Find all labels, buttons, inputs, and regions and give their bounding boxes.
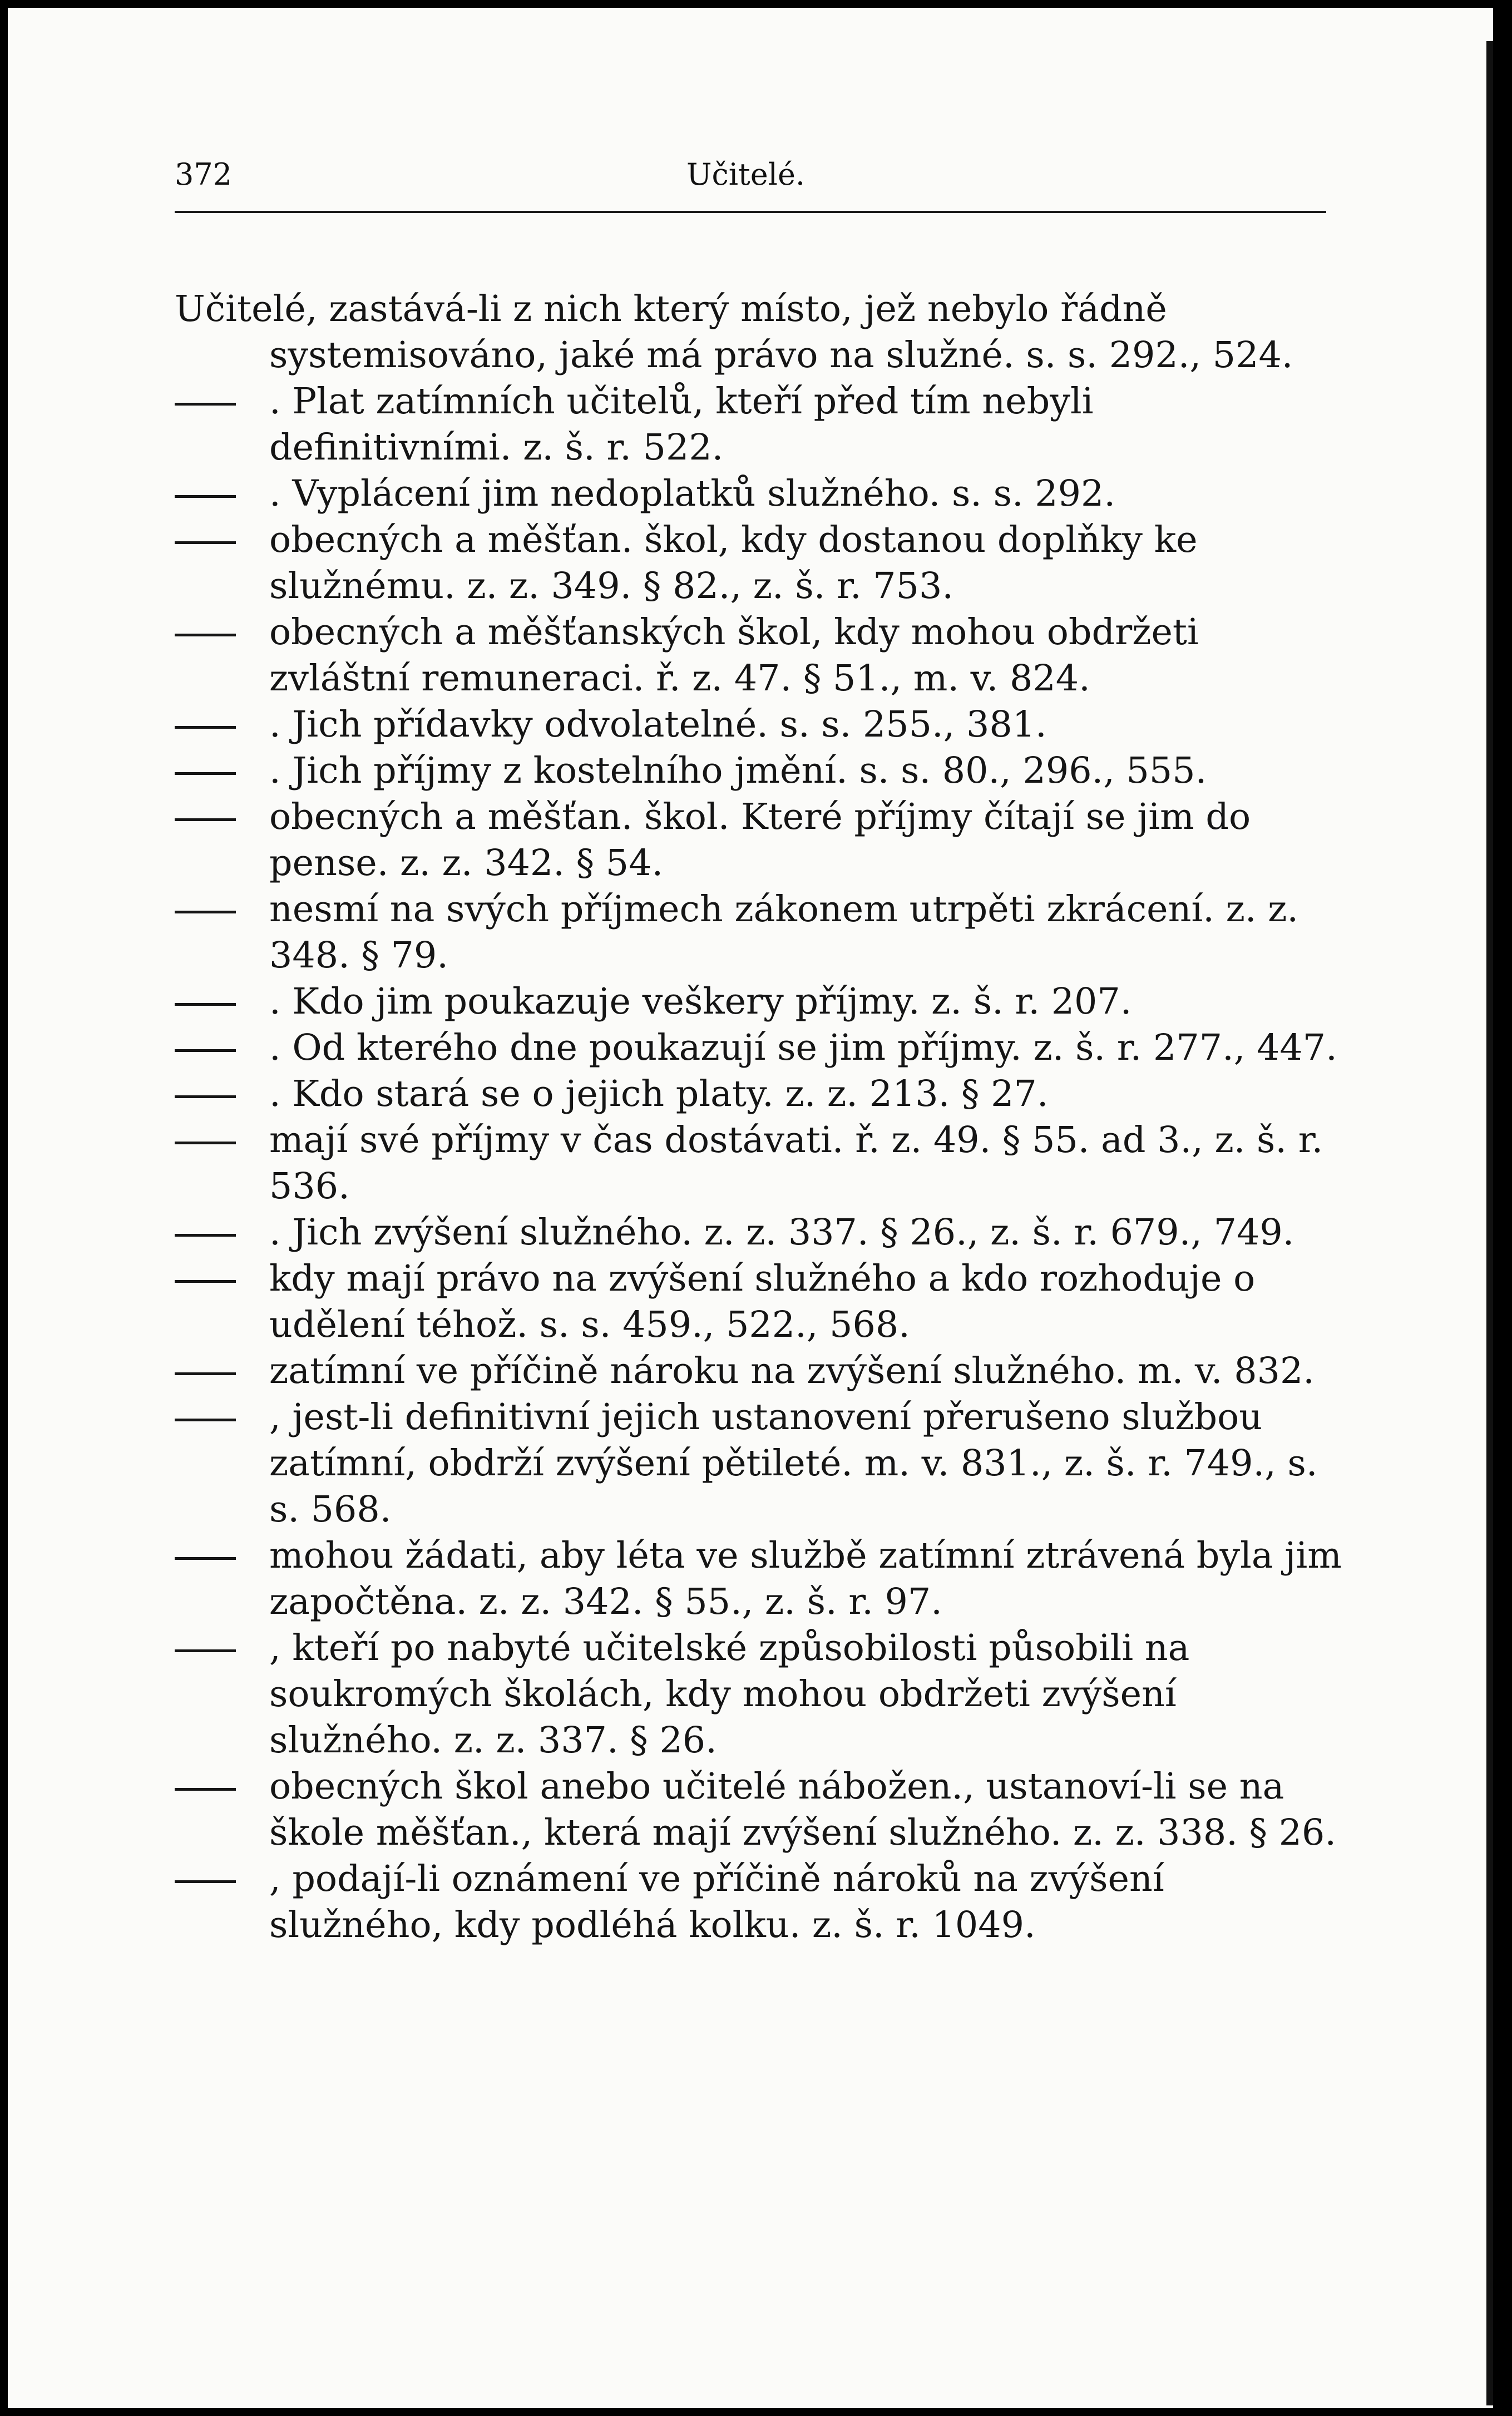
entry-text: , kteří po nabyté učitelské způsobilosti působili na soukromých školách, kdy mohou obdržeti zvýšení služného. z. z. 337. § 26.	[269, 1627, 1190, 1761]
index-entry	[175, 1394, 1343, 1533]
running-head: Učitelé.	[686, 157, 806, 192]
header-rule	[175, 211, 1326, 213]
book-page	[8, 8, 1493, 2408]
ditto-dash	[175, 1348, 239, 1394]
page-edge-shadow	[1486, 41, 1493, 2405]
entry-text: zatímní ve příčině nároku na zvýšení služného. m. v. 832.	[269, 1350, 1315, 1392]
index-entry	[175, 1348, 1343, 1394]
ditto-dash	[175, 1394, 239, 1440]
ditto-dash	[175, 979, 239, 1025]
ditto-dash	[175, 1071, 239, 1117]
index-entries	[175, 286, 1343, 1948]
entry-text: . Od kterého dne poukazují se jim příjmy. z. š. r. 277., 447.	[269, 1027, 1337, 1069]
entry-text: , podají-li oznámení ve příčině nároků na zvýšení služného, kdy podléhá kolku. z. š. r. 1049.	[269, 1858, 1164, 1946]
ditto-dash	[175, 609, 239, 655]
ditto-dash	[175, 1209, 239, 1256]
entry-text: . Kdo stará se o jejich platy. z. z. 213. § 27.	[269, 1073, 1049, 1115]
entry-text: nesmí na svých příjmech zákonem utrpěti zkrácení. z. z. 348. § 79.	[269, 888, 1299, 976]
entry-text: obecných a měšťan. škol. Které příjmy čítají se jim do pense. z. z. 342. § 54.	[269, 796, 1251, 884]
entry-text: mohou žádati, aby léta ve službě zatímní ztrávená byla jim započtěna. z. z. 342. § 55., z. š. r. 97.	[269, 1535, 1342, 1623]
index-entry	[175, 1533, 1343, 1625]
ditto-dash	[175, 748, 239, 794]
entry-text: obecných a měšťanských škol, kdy mohou obdržeti zvláštní remuneraci. ř. z. 47. § 51., m. v. 824.	[269, 611, 1199, 699]
index-entry	[175, 286, 1343, 378]
index-entry	[175, 1856, 1343, 1948]
entry-text: obecných a měšťan. škol, kdy dostanou doplňky ke služnému. z. z. 349. § 82., z. š. r. 753.	[269, 519, 1198, 607]
entry-text: . Jich zvýšení služného. z. z. 337. § 26., z. š. r. 679., 749.	[269, 1212, 1294, 1253]
ditto-dash	[175, 471, 239, 517]
page-number: 372	[175, 157, 233, 192]
entry-text: , jest-li definitivní jejich ustanovení přerušeno službou zatímní, obdrží zvýšení pětileté. m. v. 831., z. š. r. 749., s. s. 568.	[269, 1396, 1318, 1530]
index-entry	[175, 701, 1343, 748]
entry-text: mají své příjmy v čas dostávati. ř. z. 49. § 55. ad 3., z. š. r. 536.	[269, 1119, 1323, 1207]
index-entry	[175, 1256, 1343, 1348]
entry-text: . Vyplácení jim nedoplatků služného. s. s. 292.	[269, 473, 1116, 515]
index-entry	[175, 979, 1343, 1025]
ditto-dash	[175, 701, 239, 748]
index-entry	[175, 1117, 1343, 1209]
ditto-dash	[175, 1625, 239, 1671]
ditto-dash	[175, 1117, 239, 1163]
index-entry	[175, 1763, 1343, 1856]
ditto-dash	[175, 1533, 239, 1579]
index-entry	[175, 378, 1343, 471]
ditto-dash	[175, 1856, 239, 1902]
ditto-dash	[175, 886, 239, 932]
entry-text: . Jich přídavky odvolatelné. s. s. 255., 381.	[269, 704, 1047, 745]
ditto-dash	[175, 1763, 239, 1810]
index-entry	[175, 794, 1343, 886]
index-entry	[175, 517, 1343, 609]
ditto-dash	[175, 517, 239, 563]
index-entry	[175, 748, 1343, 794]
index-entry	[175, 1071, 1343, 1117]
index-entry	[175, 1209, 1343, 1256]
entry-text: obecných škol anebo učitelé nábožen., ustanoví-li se na škole měšťan., která mají zvýšení služného. z. z. 338. § 26.	[269, 1766, 1337, 1854]
index-entry	[175, 886, 1343, 979]
entry-text: kdy mají právo na zvýšení služného a kdo rozhoduje o udělení téhož. s. s. 459., 522., 568.	[269, 1258, 1256, 1346]
index-entry	[175, 471, 1343, 517]
index-entry	[175, 609, 1343, 701]
ditto-dash	[175, 1025, 239, 1071]
entry-text: . Plat zatímních učitelů, kteří před tím nebyli definitivními. z. š. r. 522.	[269, 381, 1094, 468]
ditto-dash	[175, 378, 239, 424]
ditto-dash	[175, 794, 239, 840]
entry-text: . Kdo jim poukazuje veškery příjmy. z. š. r. 207.	[269, 981, 1132, 1022]
index-entry	[175, 1625, 1343, 1763]
index-entry	[175, 1025, 1343, 1071]
ditto-dash	[175, 1256, 239, 1302]
entry-text: Učitelé, zastává-li z nich který místo, jež nebylo řádně systemisováno, jaké má právo na služné. s. s. 292., 524.	[175, 288, 1293, 376]
page-header	[175, 157, 1326, 207]
entry-text: . Jich příjmy z kostelního jmění. s. s. 80., 296., 555.	[269, 750, 1207, 792]
